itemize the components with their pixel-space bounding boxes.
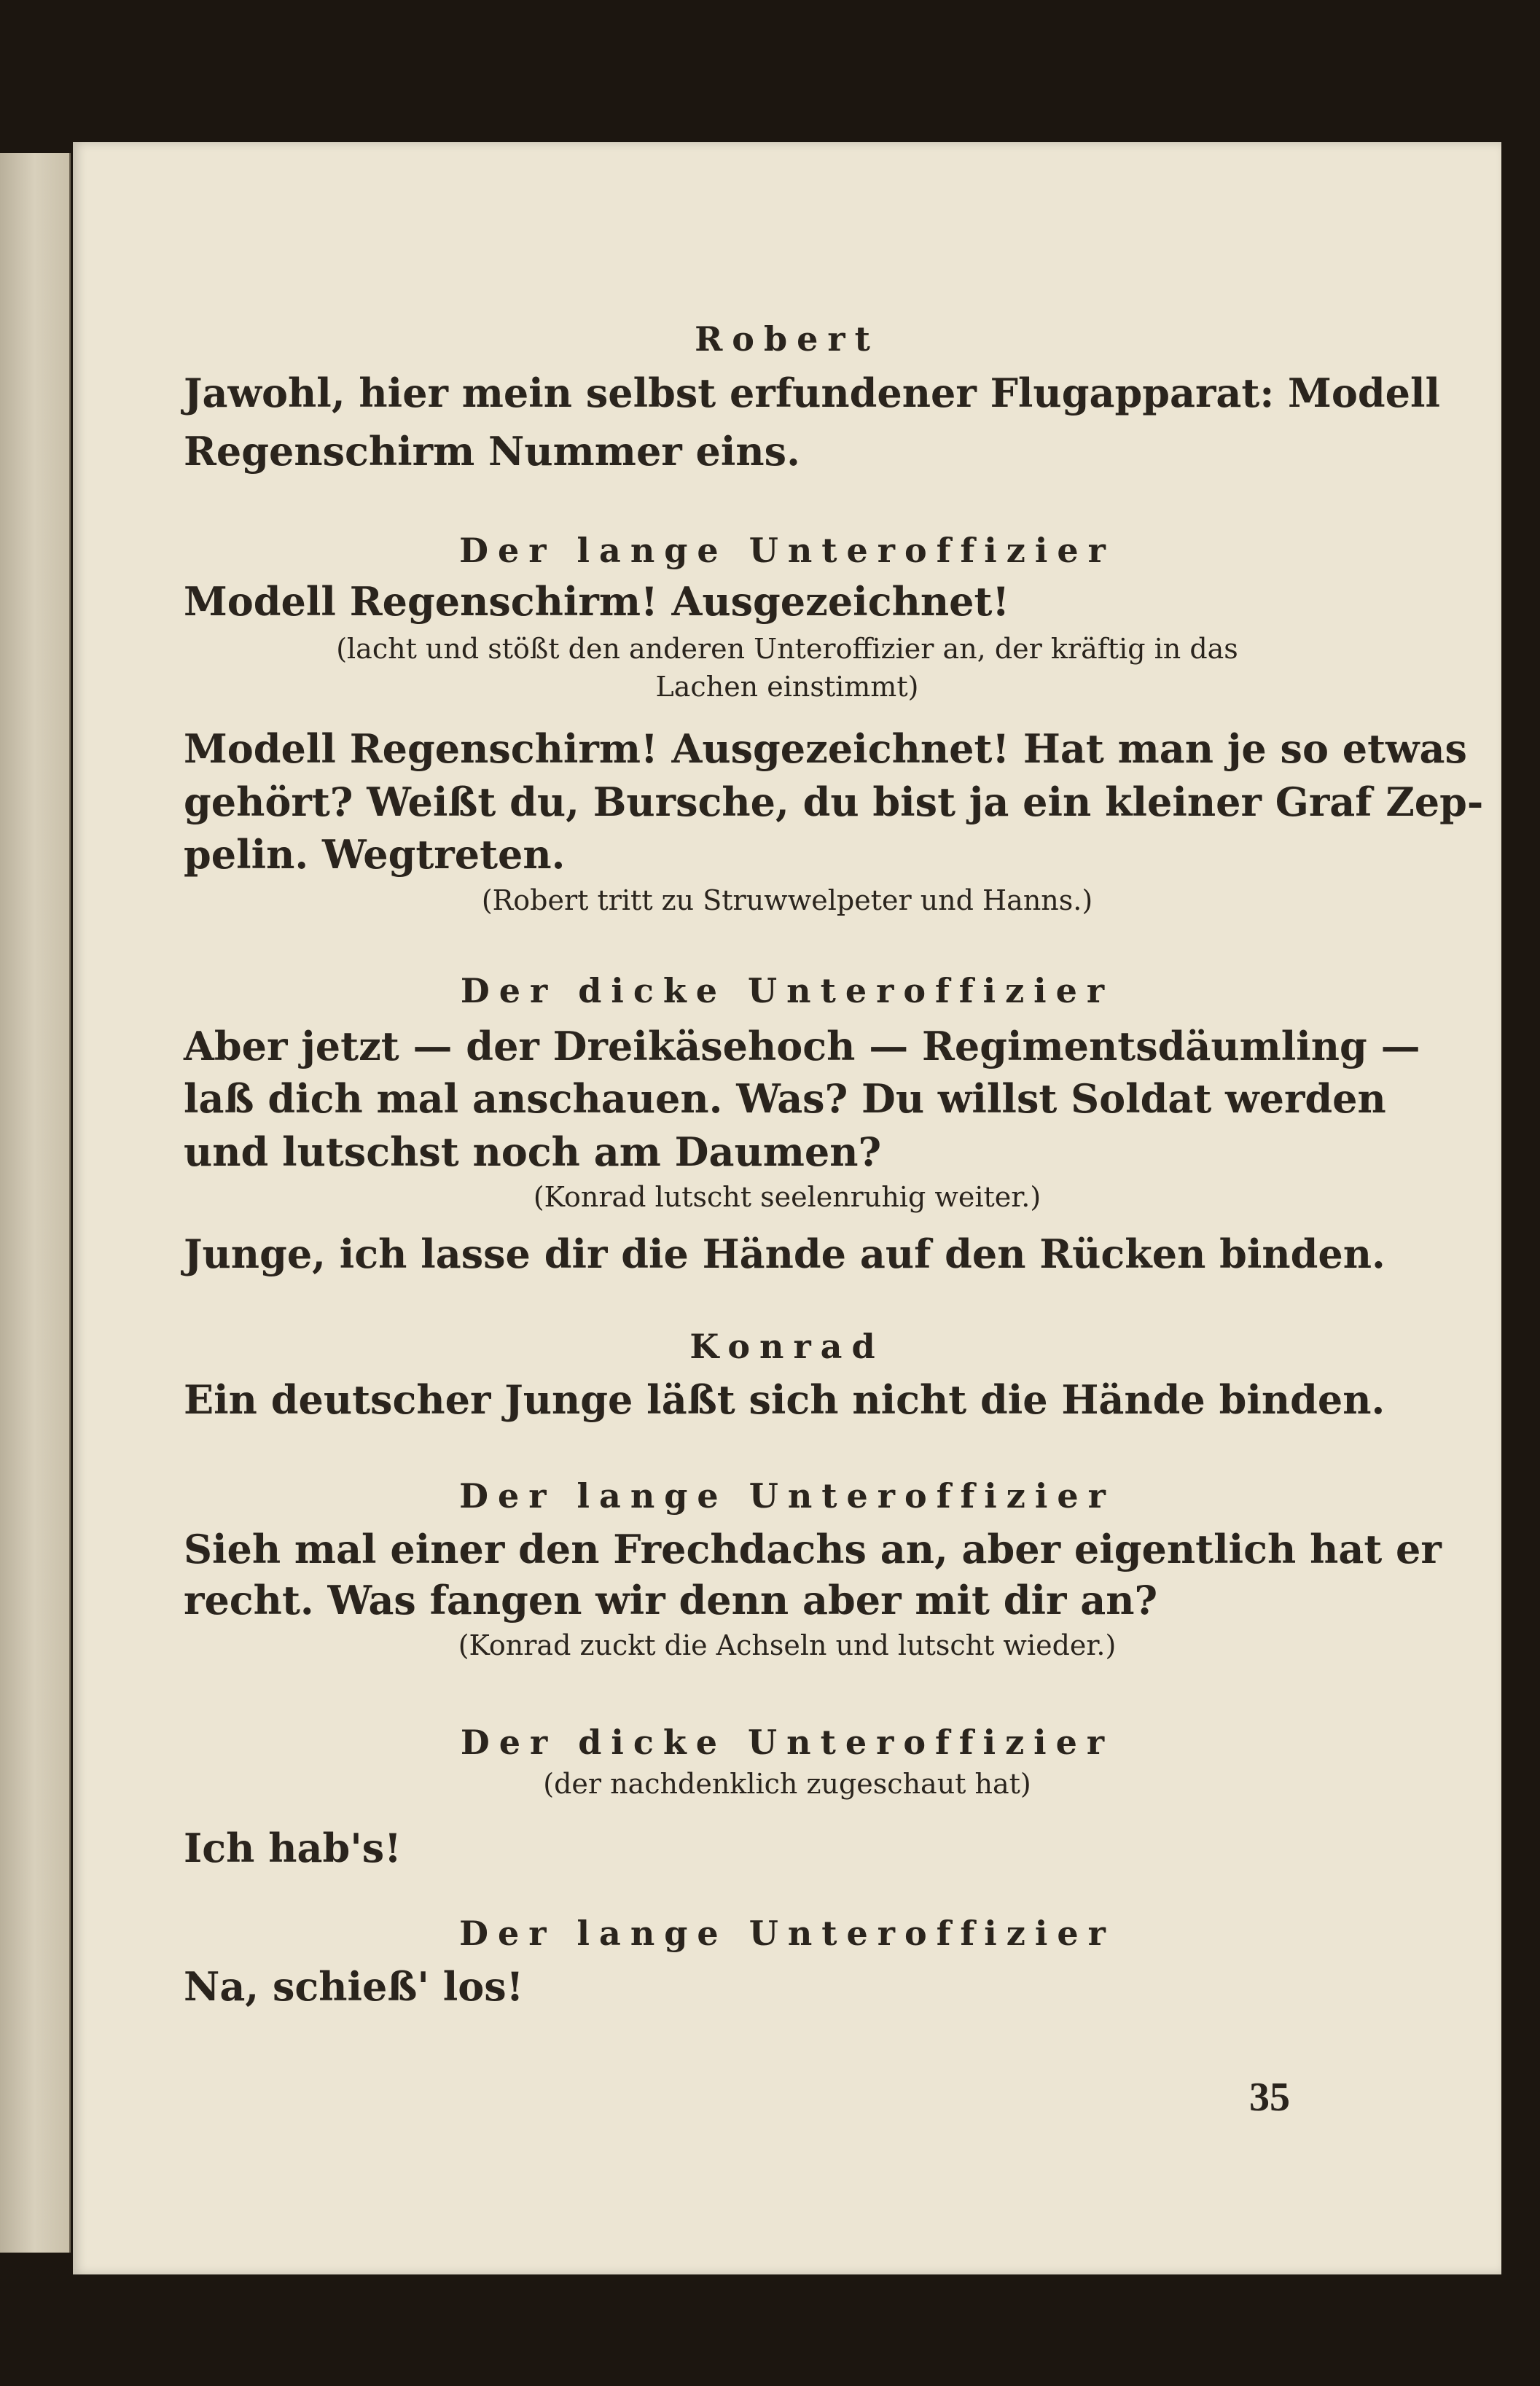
speaker-name: Der dicke Unteroffizier xyxy=(460,971,1114,1010)
stage-direction: (Konrad lutscht seelenruhig weiter.) xyxy=(533,1181,1041,1213)
dialogue-line: pelin. Wegtreten. xyxy=(184,831,566,878)
dialogue-line: Ich hab's! xyxy=(184,1825,402,1871)
stage-direction: Lachen einstimmt) xyxy=(655,671,919,703)
speaker-name: Der dicke Unteroffizier xyxy=(460,1723,1114,1762)
speaker-name: Robert xyxy=(695,319,880,359)
speaker-name: Konrad xyxy=(689,1327,885,1366)
stage-direction: (Robert tritt zu Struwwelpeter und Hanns.) xyxy=(481,884,1093,916)
stage-direction: (lacht und stößt den anderen Unteroffizier an, der kräftig in das xyxy=(336,633,1238,665)
dialogue-line: gehört? Weißt du, Bursche, du bist ja ein kleiner Graf Zep- xyxy=(184,779,1484,825)
stage-direction: (der nachdenklich zugeschaut hat) xyxy=(543,1768,1031,1800)
dialogue-line: Regenschirm Nummer eins. xyxy=(184,428,800,475)
dialogue-line: Modell Regenschirm! Ausgezeichnet! Hat man je so etwas xyxy=(184,725,1467,772)
dialogue-line: recht. Was fangen wir denn aber mit dir an? xyxy=(184,1577,1158,1623)
speaker-name: Der lange Unteroffizier xyxy=(459,1476,1115,1516)
dialogue-line: laß dich mal anschauen. Was? Du willst Soldat werden xyxy=(184,1075,1386,1122)
dialogue-line: Sieh mal einer den Frechdachs an, aber eigentlich hat er xyxy=(184,1526,1442,1572)
dialogue-line: Jawohl, hier mein selbst erfundener Flugapparat: Modell xyxy=(184,370,1440,416)
dialogue-line: Aber jetzt — der Dreikäsehoch — Regimentsdäumling — xyxy=(184,1023,1420,1069)
book-page xyxy=(73,142,1501,2274)
dialogue-line: Ein deutscher Junge läßt sich nicht die Hände binden. xyxy=(184,1376,1385,1423)
dialogue-line: Junge, ich lasse dir die Hände auf den Rücken binden. xyxy=(184,1231,1385,1277)
dialogue-line: Modell Regenschirm! Ausgezeichnet! xyxy=(184,578,1010,625)
page-number: 35 xyxy=(1249,2075,1290,2120)
speaker-name: Der lange Unteroffizier xyxy=(459,1914,1115,1953)
dialogue-line: und lutschst noch am Daumen? xyxy=(184,1128,882,1175)
speaker-name: Der lange Unteroffizier xyxy=(459,531,1115,570)
left-page-edge xyxy=(0,153,71,2253)
stage-direction: (Konrad zuckt die Achseln und lutscht wieder.) xyxy=(458,1629,1117,1661)
dialogue-line: Na, schieß' los! xyxy=(184,1963,524,2010)
